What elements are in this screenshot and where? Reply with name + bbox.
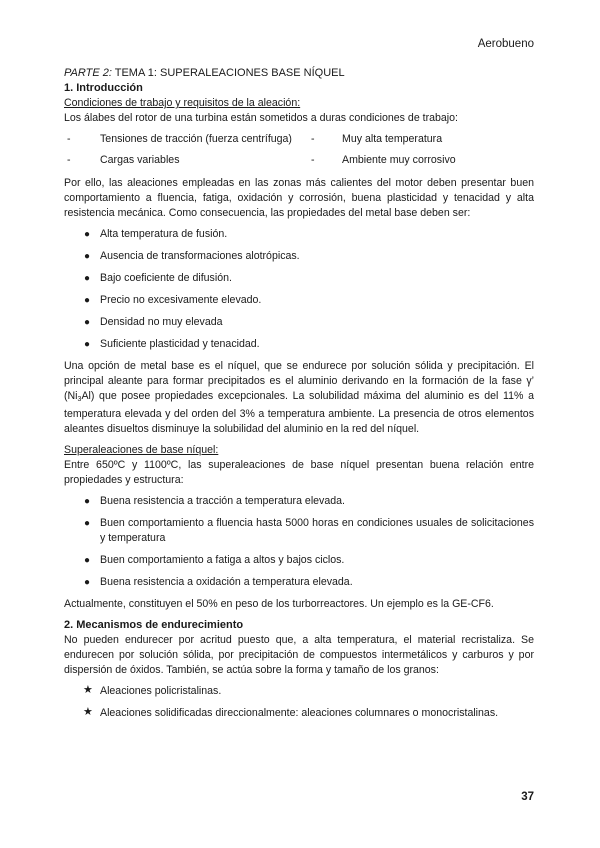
star-icon: ★ (83, 706, 93, 718)
section-heading-intro: 1. Introducción (64, 82, 143, 94)
bullet-icon: ● (84, 577, 91, 588)
list-item-text: Buen comportamiento a fatiga a altos y bajos ciclos. (100, 554, 345, 566)
list-item (64, 516, 534, 546)
bullet-icon: ● (84, 518, 91, 529)
bullet-icon: ● (84, 555, 91, 566)
dash-marker: - (311, 154, 315, 166)
list-item (64, 553, 534, 568)
running-header: Aerobueno (477, 38, 534, 50)
properties-list (64, 227, 534, 352)
condition-item: Muy alta temperatura (342, 133, 443, 145)
list-item (64, 227, 534, 242)
part-topic: TEMA 1: SUPERALEACIONES BASE NÍQUEL (114, 67, 345, 79)
bullet-icon: ● (84, 273, 91, 284)
page-content (64, 66, 534, 728)
usage-paragraph: Actualmente, constituyen el 50% en peso de los turborreactores. Un ejemplo es la GE-CF6. (64, 598, 494, 610)
list-item-text: Aleaciones policristalinas. (100, 685, 222, 697)
list-item (64, 249, 534, 264)
bullet-icon: ● (84, 229, 91, 240)
dash-marker: - (67, 133, 71, 145)
subheading-conditions: Condiciones de trabajo y requisitos de la aleación: (64, 97, 301, 109)
list-item-text: Densidad no muy elevada (100, 316, 223, 328)
list-item-text: Aleaciones solidificadas direccionalmente: aleaciones columnares o monocristalinas. (100, 707, 499, 719)
part-title (64, 66, 534, 81)
bullet-icon: ● (84, 317, 91, 328)
list-item-text: Buen comportamiento a fluencia hasta 5000 horas en condiciones usuales de solicitaciones y temperatura (100, 517, 534, 544)
list-item (64, 706, 534, 721)
nickel-text-a: Una opción de metal base es el níquel, que se endurece por solución sólida y precipitación. El principal aleante para formar precipitados es el aluminio derivando en la formación de la fase γ’ (Ni (64, 360, 534, 402)
section-heading-mechanisms: 2. Mecanismos de endurecimiento (64, 619, 244, 631)
subscript: 3 (77, 396, 82, 403)
intro-paragraph: Los álabes del rotor de una turbina están sometidos a duras condiciones de trabajo: (64, 112, 458, 124)
list-item (64, 494, 534, 509)
bullet-icon: ● (84, 251, 91, 262)
list-item (64, 293, 534, 308)
dash-marker: - (67, 154, 71, 166)
list-item-text: Buena resistencia a tracción a temperatura elevada. (100, 495, 345, 507)
part-label: PARTE 2: (64, 67, 112, 79)
requirements-paragraph: Por ello, las aleaciones empleadas en las zonas más calientes del motor deben presentar buen comportamiento a fluencia, fatiga, oxidación y corrosión, buena plasticidad y tenacidad y alta resistencia mecánica. Como consecuencia, las propiedades del metal base deben ser: (64, 177, 534, 219)
grain-list (64, 684, 534, 721)
list-item-text: Alta temperatura de fusión. (100, 228, 228, 240)
condition-item: Cargas variables (100, 154, 180, 166)
star-icon: ★ (83, 684, 93, 696)
list-item-text: Ausencia de transformaciones alotrópicas. (100, 250, 300, 262)
list-item-text: Buena resistencia a oxidación a temperatura elevada. (100, 576, 353, 588)
mechanisms-paragraph: No pueden endurecer por acritud puesto que, a alta temperatura, el material recristaliza. Se endurecen por solución sólida, por precipitación de compuestos intermetálicos y carburos y por dispersión de óxidos. También, se actúa sobre la forma y tamaño de los granos: (64, 634, 534, 676)
superalloys-paragraph: Entre 650ºC y 1100ºC, las superaleaciones de base níquel presentan buena relación entre propiedades y estructura: (64, 459, 534, 486)
bullet-icon: ● (84, 339, 91, 350)
list-item-text: Suficiente plasticidad y tenacidad. (100, 338, 260, 350)
list-item (64, 315, 534, 330)
subheading-superalloys: Superaleaciones de base níquel: (64, 444, 219, 456)
nickel-text-b: Al) que posee propiedades excepcionales. La solubilidad máxima del aluminio es del 11% a temperatura elevada y del orden del 3% a temperatura ambiente. La presencia de otros elementos aleantes disueltos disminuye la solubilidad del aluminio en la red del níquel. (64, 390, 534, 435)
list-item (64, 575, 534, 590)
bullet-icon: ● (84, 496, 91, 507)
conditions-list (64, 132, 534, 168)
behaviors-list (64, 494, 534, 590)
nickel-paragraph (64, 359, 534, 437)
list-item (64, 337, 534, 352)
bullet-icon: ● (84, 295, 91, 306)
list-item-text: Precio no excesivamente elevado. (100, 294, 262, 306)
list-item-text: Bajo coeficiente de difusión. (100, 272, 232, 284)
list-item (64, 684, 534, 699)
condition-item: Ambiente muy corrosivo (342, 154, 456, 166)
dash-marker: - (311, 133, 315, 145)
page-number: 37 (521, 791, 534, 803)
list-item (64, 271, 534, 286)
condition-item: Tensiones de tracción (fuerza centrífuga) (100, 133, 292, 145)
